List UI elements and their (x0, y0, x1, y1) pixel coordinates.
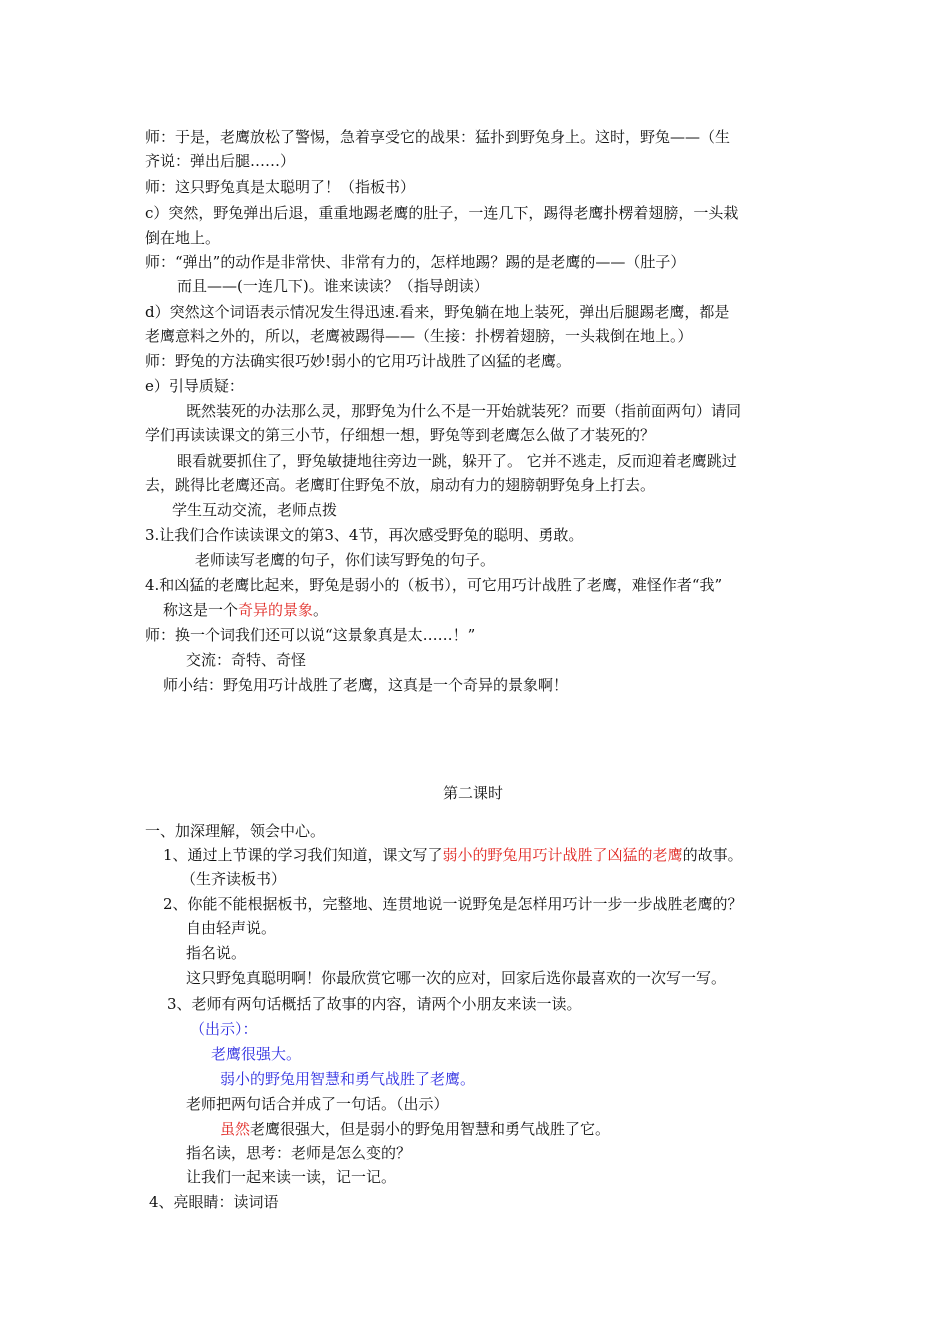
text-line (220, 1119, 610, 1139)
text-line: 师：这只野兔真是太聪明了！（指板书） (145, 178, 416, 196)
text-span: 老鹰很强大，但是弱小的野兔用智慧和勇气战胜了它。 (250, 1120, 611, 1138)
text-line: 自由轻声说。 (186, 919, 277, 937)
text-line: 老师把两句话合并成了一句话。（出示） (186, 1095, 449, 1113)
text-span: 的故事。 (682, 846, 743, 864)
text-line: 去，跳得比老鹰还高。老鹰盯住野兔不放，扇动有力的翅膀朝野兔身上打去。 (145, 476, 656, 494)
emphasis-text: 奇异的景象 (238, 601, 314, 619)
text-line: 倒在地上。 (145, 229, 221, 247)
text-line (163, 845, 743, 865)
text-line: e）引导质疑： (145, 377, 244, 395)
text-line: 学们再读读课文的第三小节，仔细想一想，野兔等到老鹰怎么做了才装死的？ (145, 426, 656, 444)
text-line: 师小结：野兔用巧计战胜了老鹰，这真是一个奇异的景象啊！ (163, 676, 569, 694)
text-line (163, 600, 328, 620)
text-line: 2、你能不能根据板书，完整地、连贯地说一说野兔是怎样用巧计一步一步战胜老鹰的？ (163, 895, 743, 913)
text-line: 老师读写老鹰的句子，你们读写野兔的句子。 (195, 551, 496, 569)
text-line: 3.让我们合作读读课文的第3、4节，再次感受野兔的聪明、勇敢。 (145, 526, 584, 544)
text-line: 师：“弹出”的动作是非常快、非常有力的，怎样地踢？踢的是老鹰的——（肚子） (145, 253, 686, 271)
text-span: 1、通过上节课的学习我们知道，课文写了 (163, 846, 443, 864)
text-line: 4、亮眼睛：读词语 (149, 1193, 279, 1211)
text-span: 。 (313, 601, 329, 619)
text-line: 交流：奇特、奇怪 (186, 651, 307, 669)
emphasis-text: 虽然 (220, 1120, 251, 1138)
text-line: 指名说。 (186, 944, 247, 962)
text-line: 4.和凶猛的老鹰比起来，野兔是弱小的（板书），可它用巧计战胜了老鹰，难怪作者“我” (145, 576, 723, 594)
text-line: 让我们一起来读一读，记一记。 (186, 1168, 397, 1186)
text-line: 师：换一个词我们还可以说“这景象真是太……！” (145, 626, 476, 644)
text-line: 老鹰意料之外的，所以，老鹰被踢得——（生接：扑楞着翅膀，一头栽倒在地上。） (145, 327, 693, 345)
shown-text: 弱小的野兔用智慧和勇气战胜了老鹰。 (220, 1070, 476, 1088)
text-line: 而且——(一连几下)。谁来读读？（指导朗读） (177, 277, 489, 295)
text-line: 指名读，思考：老师是怎么变的？ (186, 1144, 412, 1162)
text-line: 既然装死的办法那么灵，那野兔为什么不是一开始就装死？而要（指前面两句）请同 (186, 402, 742, 420)
text-line: 齐说：弹出后腿……） (145, 152, 296, 170)
text-span: 称这是一个 (163, 601, 239, 619)
text-line: d）突然这个词语表示情况发生得迅速.看来，野兔躺在地上装死，弹出后腿踢老鹰，都是 (145, 303, 730, 321)
shown-text: 老鹰很强大。 (211, 1045, 302, 1063)
text-line: 学生互动交流，老师点拨 (172, 501, 338, 519)
text-line: 这只野兔真聪明啊！你最欣赏它哪一次的应对，回家后选你最喜欢的一次写一写。 (186, 969, 727, 987)
text-line: 眼看就要抓住了，野兔敏捷地往旁边一跳，躲开了。 它并不逃走，反而迎着老鹰跳过 (177, 452, 737, 470)
text-line: 师：于是，老鹰放松了警惕，急着享受它的战果：猛扑到野兔身上。这时，野兔——（生 (145, 128, 731, 146)
shown-text: （出示）： (190, 1020, 258, 1038)
text-line: 3、老师有两句话概括了故事的内容，请两个小朋友来读一读。 (167, 995, 582, 1013)
text-line: （生齐读板书） (181, 870, 287, 888)
emphasis-text: 弱小的野兔用巧计战胜了凶猛的老鹰 (442, 846, 683, 864)
text-line: 师：野兔的方法确实很巧妙!弱小的它用巧计战胜了凶猛的老鹰。 (145, 352, 572, 370)
text-line: c）突然，野兔弹出后退，重重地踢老鹰的肚子，一连几下，踢得老鹰扑楞着翅膀，一头栽 (145, 204, 739, 222)
text-line: 一、加深理解，领会中心。 (145, 822, 326, 840)
section-title: 第二课时 (443, 784, 504, 802)
